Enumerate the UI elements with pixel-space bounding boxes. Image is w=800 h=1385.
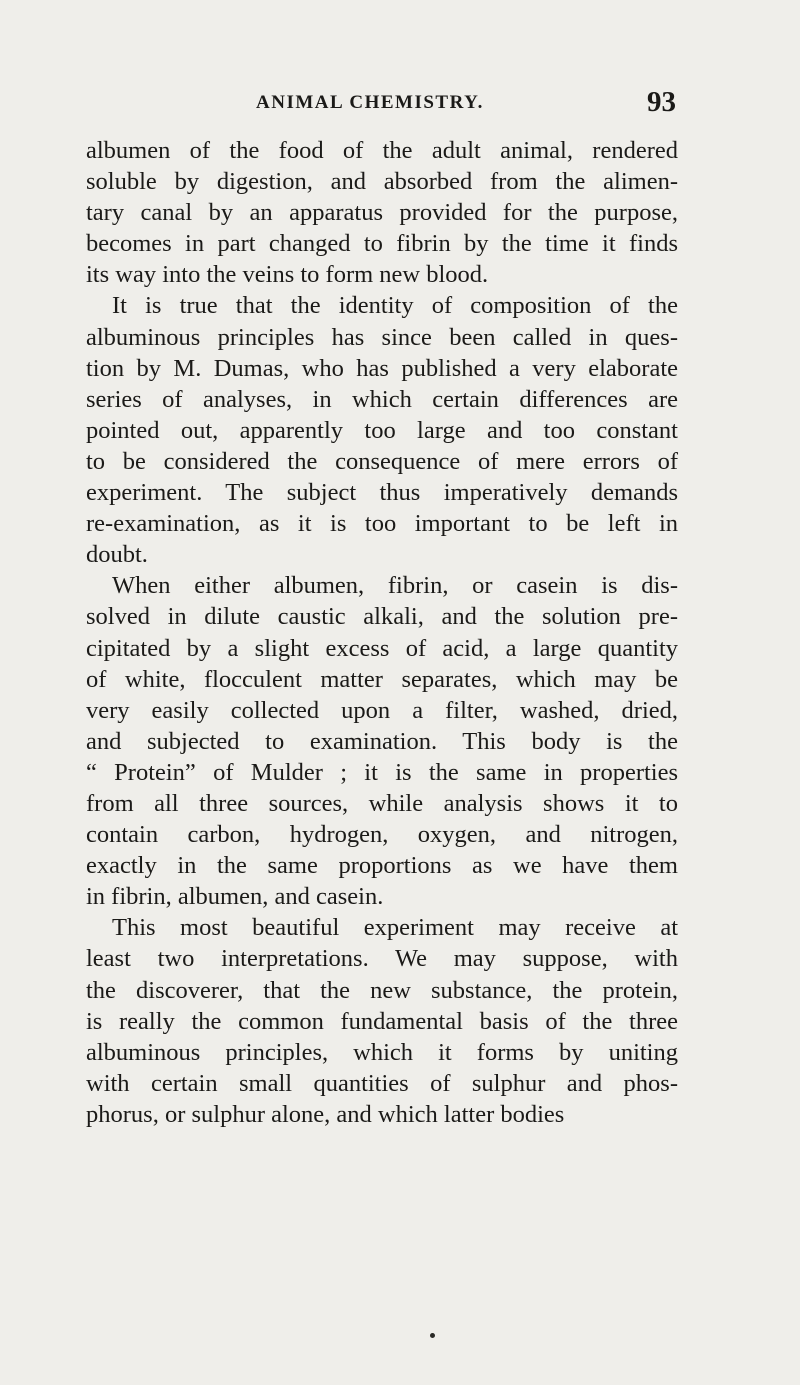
text-line: least two interpretations. We may suppose, with — [86, 945, 678, 973]
body-text — [86, 135, 678, 1130]
text-line: exactly in the same proportions as we have them — [86, 852, 678, 880]
text-line: tary canal by an apparatus provided for the purpose, — [86, 199, 678, 227]
text-line: its way into the veins to form new blood. — [86, 261, 489, 289]
text-line: “ Protein” of Mulder ; it is the same in properties — [86, 758, 678, 786]
text-line: in fibrin, albumen, and casein. — [86, 883, 384, 911]
text-line: doubt. — [86, 541, 148, 569]
text-line: of white, flocculent matter separates, which may be — [86, 665, 678, 693]
text-line: experiment. The subject thus imperatively demands — [86, 479, 678, 507]
text-line: albuminous principles, which it forms by uniting — [86, 1038, 678, 1066]
text-line: very easily collected upon a filter, washed, dried, — [86, 696, 678, 724]
text-line: This most beautiful experiment may receive at — [112, 914, 678, 942]
text-line: becomes in part changed to fibrin by the time it finds — [86, 230, 678, 258]
text-line: from all three sources, while analysis shows it to — [86, 789, 678, 817]
text-line: phorus, or sulphur alone, and which latter bodies — [86, 1100, 565, 1128]
text-line: albumen of the food of the adult animal, rendered — [86, 137, 678, 164]
text-line: pointed out, apparently too large and too constant — [86, 416, 678, 444]
text-line: contain carbon, hydrogen, oxygen, and nitrogen, — [86, 821, 678, 849]
text-line: cipitated by a slight excess of acid, a large quantity — [86, 634, 678, 662]
text-line: the discoverer, that the new substance, the protein, — [86, 976, 678, 1004]
text-line: albuminous principles has since been called in ques- — [86, 323, 678, 351]
text-line: with certain small quantities of sulphur and phos- — [86, 1069, 678, 1097]
text-line: to be considered the consequence of mere errors of — [86, 447, 678, 475]
text-line: and subjected to examination. This body is the — [86, 727, 678, 755]
text-line: soluble by digestion, and absorbed from the alimen- — [86, 168, 678, 196]
text-line: tion by M. Dumas, who has published a very elaborate — [86, 354, 678, 382]
text-line: series of analyses, in which certain differences are — [86, 385, 678, 413]
running-title: ANIMAL CHEMISTRY. — [256, 92, 484, 113]
stray-ink-dot — [430, 1333, 435, 1338]
text-line: It is true that the identity of composition of the — [112, 292, 678, 320]
text-line: When either albumen, fibrin, or casein is dis- — [112, 572, 678, 600]
text-line: re-examination, as it is too important to be left in — [86, 510, 678, 538]
text-line: solved in dilute caustic alkali, and the solution pre- — [86, 603, 678, 631]
text-line: is really the common fundamental basis of the three — [86, 1007, 678, 1035]
running-head — [256, 88, 676, 118]
page-number: 93 — [647, 86, 676, 118]
